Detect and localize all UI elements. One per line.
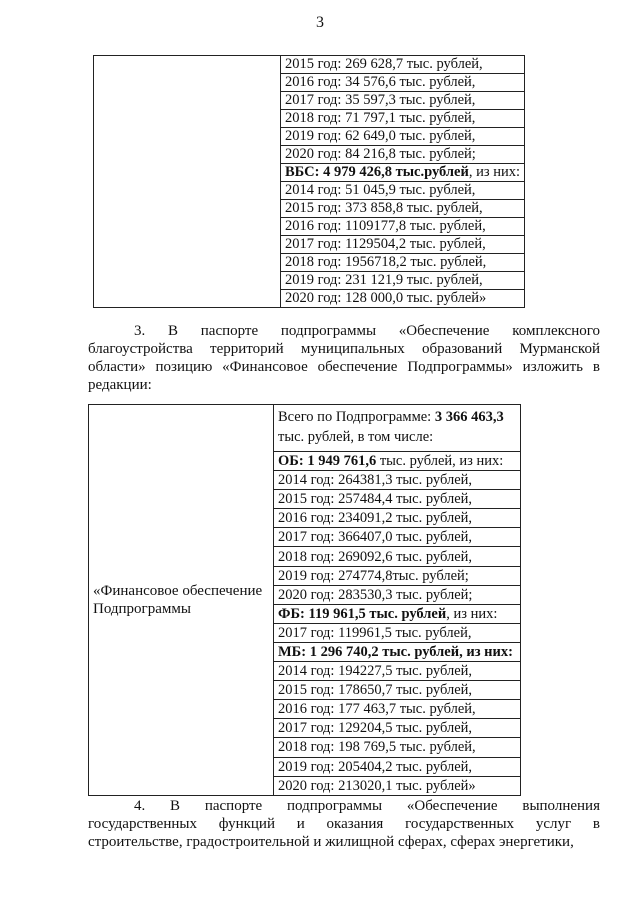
funding-line <box>274 719 521 738</box>
funding-line <box>281 56 525 74</box>
funding-line-text: 2016 год: 177 463,7 тыс. рублей, <box>278 701 476 718</box>
total-funding-suffix: тыс. рублей, в том числе: <box>278 429 434 445</box>
funding-line-text: 2017 год: 129204,5 тыс. рублей, <box>278 720 473 737</box>
funding-line-text: 2018 год: 198 769,5 тыс. рублей, <box>278 739 476 756</box>
paragraph-line: 3. В паспорте подпрограммы «Обеспечение комплексного <box>134 323 600 339</box>
paragraph-line: редакции: <box>88 377 152 393</box>
funding-line <box>274 452 521 471</box>
funding-line-text: 2015 год: 257484,4 тыс. рублей, <box>278 491 473 508</box>
funding-line <box>274 509 521 528</box>
table-left-cell <box>94 56 281 308</box>
funding-line <box>281 236 525 254</box>
funding-line-text: 2016 год: 1109177,8 тыс. рублей, <box>285 218 486 234</box>
funding-table-subprogram <box>88 404 521 796</box>
paragraph-item-3 <box>88 322 600 394</box>
funding-line <box>274 681 521 700</box>
funding-line-text: 2020 год: 128 000,0 тыс. рублей» <box>285 290 487 306</box>
funding-line <box>274 528 521 547</box>
funding-line-text: 2015 год: 178650,7 тыс. рублей, <box>278 682 473 699</box>
funding-line-text: 2018 год: 1956718,2 тыс. рублей, <box>285 254 487 270</box>
funding-line <box>274 623 521 642</box>
funding-line <box>281 110 525 128</box>
funding-line <box>274 757 521 776</box>
funding-line-text: 2019 год: 274774,8тыс. рублей; <box>278 567 469 584</box>
funding-line <box>274 585 521 604</box>
funding-line <box>274 547 521 566</box>
funding-line-bold: ОБ: 1 949 761,6 <box>278 453 377 470</box>
funding-line-text: , из них: <box>468 164 521 180</box>
funding-line <box>281 290 525 308</box>
funding-line-text: 2020 год: 84 216,8 тыс. рублей; <box>285 146 476 162</box>
funding-line-text: 2016 год: 34 576,6 тыс. рублей, <box>285 74 476 90</box>
funding-line <box>281 164 525 182</box>
paragraph-line: благоустройства территорий муниципальных образований Мурманской <box>88 341 600 357</box>
funding-line <box>274 566 521 585</box>
funding-line-text: 2017 год: 1129504,2 тыс. рублей, <box>285 236 486 252</box>
paragraph-line: области» позицию «Финансовое обеспечение Подпрограммы» изложить в <box>88 359 600 375</box>
funding-line-text: 2020 год: 213020,1 тыс. рублей» <box>278 777 476 794</box>
funding-line-text: 2018 год: 269092,6 тыс. рублей, <box>278 548 473 565</box>
funding-line <box>281 92 525 110</box>
funding-line-text: 2014 год: 51 045,9 тыс. рублей, <box>285 182 476 198</box>
funding-line-bold: ВБС: 4 979 426,8 тыс.рублей <box>285 164 469 180</box>
funding-line <box>281 254 525 272</box>
funding-line <box>281 200 525 218</box>
funding-line-text: 2017 год: 119961,5 тыс. рублей, <box>278 624 472 641</box>
funding-line <box>274 776 521 795</box>
total-funding-prefix: Всего по Подпрограмме: <box>278 409 435 425</box>
funding-line-text: 2019 год: 62 649,0 тыс. рублей, <box>285 128 476 144</box>
funding-line <box>274 490 521 509</box>
funding-line <box>274 700 521 719</box>
funding-line-text: 2015 год: 373 858,8 тыс. рублей, <box>285 200 483 216</box>
funding-table-continuation <box>93 55 525 308</box>
financing-label-cell: «Финансовое обеспечение Подпрограммы <box>89 405 274 796</box>
funding-line <box>281 128 525 146</box>
funding-line-text: 2020 год: 283530,3 тыс. рублей; <box>278 586 473 603</box>
funding-line <box>274 471 521 490</box>
total-funding-cell <box>274 405 521 452</box>
total-funding-bold: 3 366 463,3 <box>434 409 504 425</box>
funding-line-text: 2014 год: 264381,3 тыс. рублей, <box>278 472 473 489</box>
funding-line <box>281 272 525 290</box>
funding-line-text: 2018 год: 71 797,1 тыс. рублей, <box>285 110 476 126</box>
funding-line-text: 2017 год: 366407,0 тыс. рублей, <box>278 529 473 546</box>
funding-line-text: 2019 год: 205404,2 тыс. рублей, <box>278 758 473 775</box>
funding-line <box>281 146 525 164</box>
funding-line-bold: МБ: 1 296 740,2 тыс. рублей, из них: <box>278 643 513 660</box>
table-row <box>94 56 525 74</box>
funding-line-text: тыс. рублей, из них: <box>376 453 504 470</box>
funding-line <box>281 182 525 200</box>
funding-line-bold: ФБ: 119 961,5 тыс. рублей <box>278 605 447 622</box>
funding-line <box>281 74 525 92</box>
funding-line-text: , из них: <box>446 605 498 622</box>
paragraph-item-4 <box>88 797 600 851</box>
funding-line <box>274 642 521 661</box>
paragraph-line: строительстве, градостроительной и жилищной сферах, сферах энергетики, <box>88 834 574 850</box>
funding-line <box>274 738 521 757</box>
funding-line <box>281 218 525 236</box>
page-number: 3 <box>316 14 324 31</box>
funding-line-text: 2015 год: 269 628,7 тыс. рублей, <box>285 56 483 72</box>
table-row <box>89 405 521 452</box>
funding-line-text: 2014 год: 194227,5 тыс. рублей, <box>278 663 473 680</box>
funding-line <box>274 662 521 681</box>
paragraph-line: государственных функций и оказания государственных услуг в <box>88 816 600 832</box>
funding-line-text: 2017 год: 35 597,3 тыс. рублей, <box>285 92 476 108</box>
funding-line <box>274 604 521 623</box>
funding-line-text: 2016 год: 234091,2 тыс. рублей, <box>278 510 473 527</box>
funding-line-text: 2019 год: 231 121,9 тыс. рублей, <box>285 272 483 288</box>
paragraph-line: 4. В паспорте подпрограммы «Обеспечение выполнения <box>134 798 600 814</box>
